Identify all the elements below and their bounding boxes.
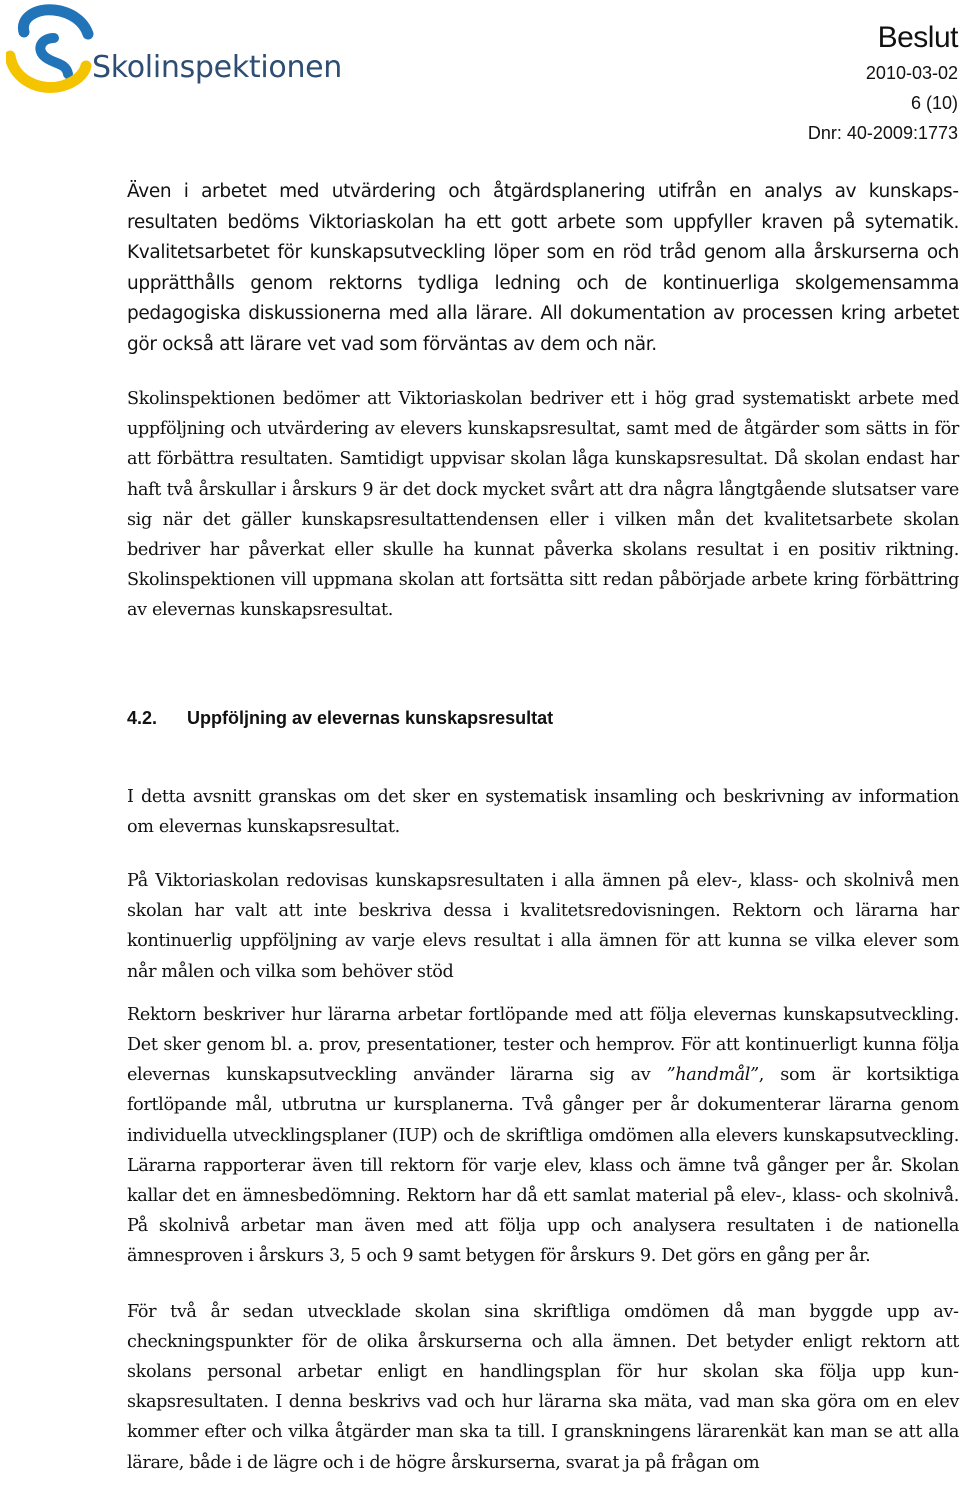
logo-swirl-icon (6, 4, 96, 94)
paragraph-assessment-1: Även i arbetet med utvärdering och åtgärdsplanering utifrån en analys av kunskapsresultaten bedöms Viktoriaskolan ha ett gott arbete som uppfyller kraven på sytematik. Kvalitetsarbetet för kunskapsutveckling löper som en röd tråd genom alla årskurserna och upprätthålls genom rektorns tydliga ledning och de kontinuerliga skolgemensamma pedagogiska diskussionerna med alla lärare. All dokumentation av processen kring arbetet gör också att lärare vet vad som förväntas av dem och när. (127, 181, 959, 355)
section-title: Uppföljning av elevernas kunskapsresultat (187, 707, 554, 728)
handmal-term: ”handmål” (666, 1065, 759, 1086)
paragraph-reporting: På Viktoriaskolan redovisas kunskapsresultaten i alla ämnen på elev-, klass- och skolnivå men skolan har valt att inte beskriva dessa i kvalitetsredovisningen. Rektorn och lärarna har kontinuerlig uppföljning av varje elevs resultat i alla ämnen för att kunna se vilka elever som når målen och vilka som behöver stöd (127, 871, 959, 982)
paragraph-assessment-2: Skolinspektionen bedömer att Viktoriaskolan bedriver ett i hög grad systematiskt arbete med uppföljning och utvärdering av elevers kunskapsresultat, samt med de åtgärder som sätts in för att förbättra resultaten. Samtidigt uppvisar skolan låga kunskapsresultat. Då skolan endast har haft två årskullar i årskurs 9 är det dock mycket svårt att dra några långtgående slutsatser vare sig när det gäller kunskapsresultattendensen eller i vilken mån det kvalitetsarbete skolan bedriver har påverkat eller skulle ha kunnat påverka skolans resultat i en positiv riktning. Skolinspektionen vill uppmana skolan att fortsätta sitt redan påbörjade arbete kring förbättring av elevernas kunskapsresultat. (127, 389, 959, 621)
diary-number: Dnr: 40-2009:1773 (807, 123, 958, 143)
paragraph-written-assessments: För två år sedan utvecklade skolan sina skriftliga omdömen då man byggde upp avcheckningspunkter för de olika årskurserna och alla ämnen. Det betyder enligt rektorn att skolans personal arbetar enligt en handlingsplan för hur skolan ska följa upp kunskapsresultaten. I denna beskrivs vad och hur lärarna ska mäta, vad man ska göra om en elev kommer efter och vilka åtgärder man ska ta till. I granskningens lärarenkät kan man se att alla lärare, både i de lägre och i de högre årskurserna, svarat ja på frågan om (127, 1301, 959, 1473)
section-number: 4.2. (127, 707, 158, 728)
document-type: Beslut (877, 21, 958, 54)
paragraph-intro: I detta avsnitt granskas om det sker en systematisk insamling och beskrivning av information om elevernas kunskapsresultat. (127, 786, 959, 837)
page-header (0, 0, 960, 150)
paragraph-follow-up (127, 1000, 959, 1272)
skolinspektionen-logo (6, 4, 346, 96)
paragraph-follow-up-part2: , som är kortsiktiga fortlöpande mål, utbrutna ur kursplanerna. Två gånger per år dokumenterar lärarna genom individuella utvecklingsplaner (IUP) och de skriftliga omdömen alla elevers kunskapsutveckling. Lärarna rapporterar även till rektorn för varje elev, klass och ämne två gånger per år. Skolan kallar det en ämnesbedömning. Rektorn har då ett samlat material på elev-, klass- och skolnivå. På skolnivå arbetar man även med att följa upp och analysera resultaten i de nationella ämnesproven i årskurs 3, 5 och 9 samt betygen för årskurs 9. Det görs en gång per år. (127, 1065, 960, 1267)
logo-wordmark: Skolinspektionen (92, 50, 343, 85)
page-number: 6 (10) (910, 93, 958, 113)
paragraph-follow-up-part1: Rektorn beskriver hur lärarna arbetar fortlöpande med att följa elevernas kunskapsutveckling. Det sker genom bl. a. prov, presentationer, tester och hemprov. För att kontinuerligt kunna följa elevernas kunskapsutveckling använder lärarna sig av (127, 1004, 959, 1086)
document-date: 2010-03-02 (865, 63, 958, 83)
document-meta (808, 18, 958, 148)
document-body (127, 177, 959, 1478)
section-heading (127, 706, 959, 730)
